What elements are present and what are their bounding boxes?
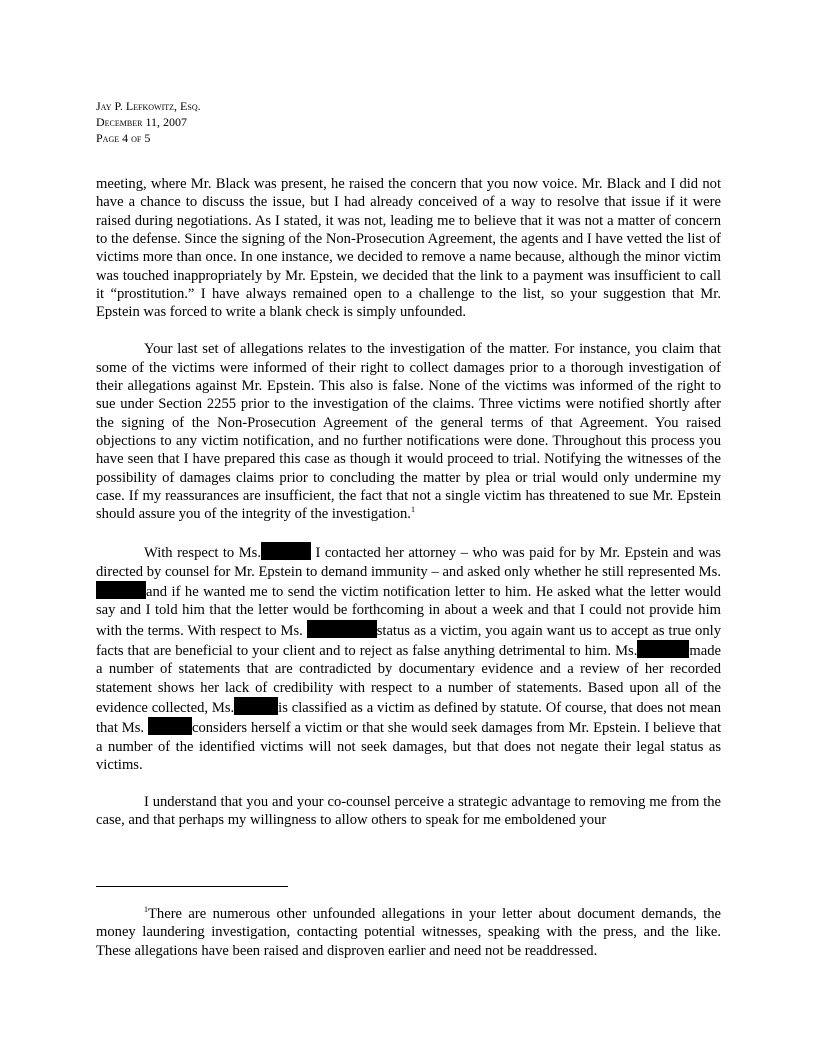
redaction-block [307, 620, 377, 638]
paragraph-investigation-text: Your last set of allegations relates to the investigation of the matter. For instance, you claim that some of the victims were informed of their right to collect damages prior to a thorough investigation of their allegations against Mr. Epstein. This also is false. None of the victims was informed of the right to sue under Section 2255 prior to the investigation of the claims. Three victims were notified shortly after the signing of the Non-Prosecution Agreement of the general terms of that Agreement. You raised objections to any victim notification, and no further notifications were done. Throughout this process you have seen that I have prepared this case as though it would proceed to trial. Notifying the witnesses of the possibility of damages claims prior to concluding the matter by plea or trial would only undermine my case. If my reassurances are insufficient, the fact that not a single victim has threatened to sue Mr. Epstein should assure you of the integrity of the investigation. [96, 341, 721, 523]
paragraph-investigation [96, 340, 721, 523]
letter-header [96, 98, 201, 146]
footnote [96, 905, 721, 960]
date-line: December 11, 2007 [96, 115, 188, 129]
footnote-divider [96, 886, 288, 887]
footnote-mark: 1 [144, 905, 148, 915]
redaction-block [637, 640, 689, 658]
paragraph-continuation: meeting, where Mr. Black was present, he raised the concern that you now voice. Mr. Black and I did not have a chance to discuss the issue, but I had already conceived of a way to resolve that issue if it were raised during negotiations. As I stated, it was not, leading me to believe that it was not a matter of concern to the defense. Since the signing of the Non-Prosecution Agreement, the agents and I have vetted the list of victims more than once. In one instance, we decided to remove a name because, although the minor victim was touched inappropriately by Mr. Epstein, we decided that the link to a payment was insufficient to call it “prostitution.” I have always remained open to a challenge to the list, so your suggestion that Mr. Epstein was forced to write a blank check is simply unfounded. [96, 176, 721, 321]
paragraph-victim-status [96, 542, 721, 774]
text-segment: status as a victim, you again want us to accept as true only facts that are beneficial to your client and to reject as false anything detrimental to him. Ms. [96, 622, 721, 659]
text-segment: I contacted her attorney – who was paid for by Mr. Epstein and was directed by counsel for Mr. Epstein to demand immunity – and asked only whether he still represented Ms. [96, 545, 721, 580]
redaction-block [148, 717, 192, 735]
letter-body [96, 175, 721, 848]
text-segment: considers herself a victim or that she would seek damages from Mr. Epstein. I believe that a number of the identified victims will not seek damages, but that does not negate their legal status as victims. [96, 720, 722, 773]
redaction-block [96, 581, 146, 599]
page-number-line: Page 4 of 5 [96, 131, 151, 145]
redaction-block [234, 697, 278, 715]
text-segment: made a number of statements that are contradicted by documentary evidence and a review of her recorded statement shows her lack of credibility with respect to a number of statements. Based upon all of the evidence collected, Ms. [96, 642, 721, 716]
paragraph-strategic-advantage: I understand that you and your co-counsel perceive a strategic advantage to removing me from the case, and that perhaps my willingness to allow others to speak for me emboldened your [96, 793, 721, 829]
redaction-block [261, 542, 311, 560]
footnote-reference: 1 [410, 505, 415, 515]
addressee-line: Jay P. Lefkowitz, Esq. [96, 99, 201, 113]
footnote-text: There are numerous other unfounded allegations in your letter about document demands, the money laundering investigation, contacting potential witnesses, speaking with the press, and the like. These allegations have been raised and disproven earlier and need not be readdressed. [96, 906, 721, 959]
text-segment: is classified as a victim as defined by statute. Of course, that does not mean that Ms. [96, 699, 722, 737]
text-segment: and if he wanted me to send the victim notification letter to him. He asked what the letter would say and I told him that the letter would be forthcoming in about a week and that I could not provide him with the terms. With respect to Ms. [96, 583, 721, 639]
text-segment: With respect to Ms. [144, 545, 262, 562]
